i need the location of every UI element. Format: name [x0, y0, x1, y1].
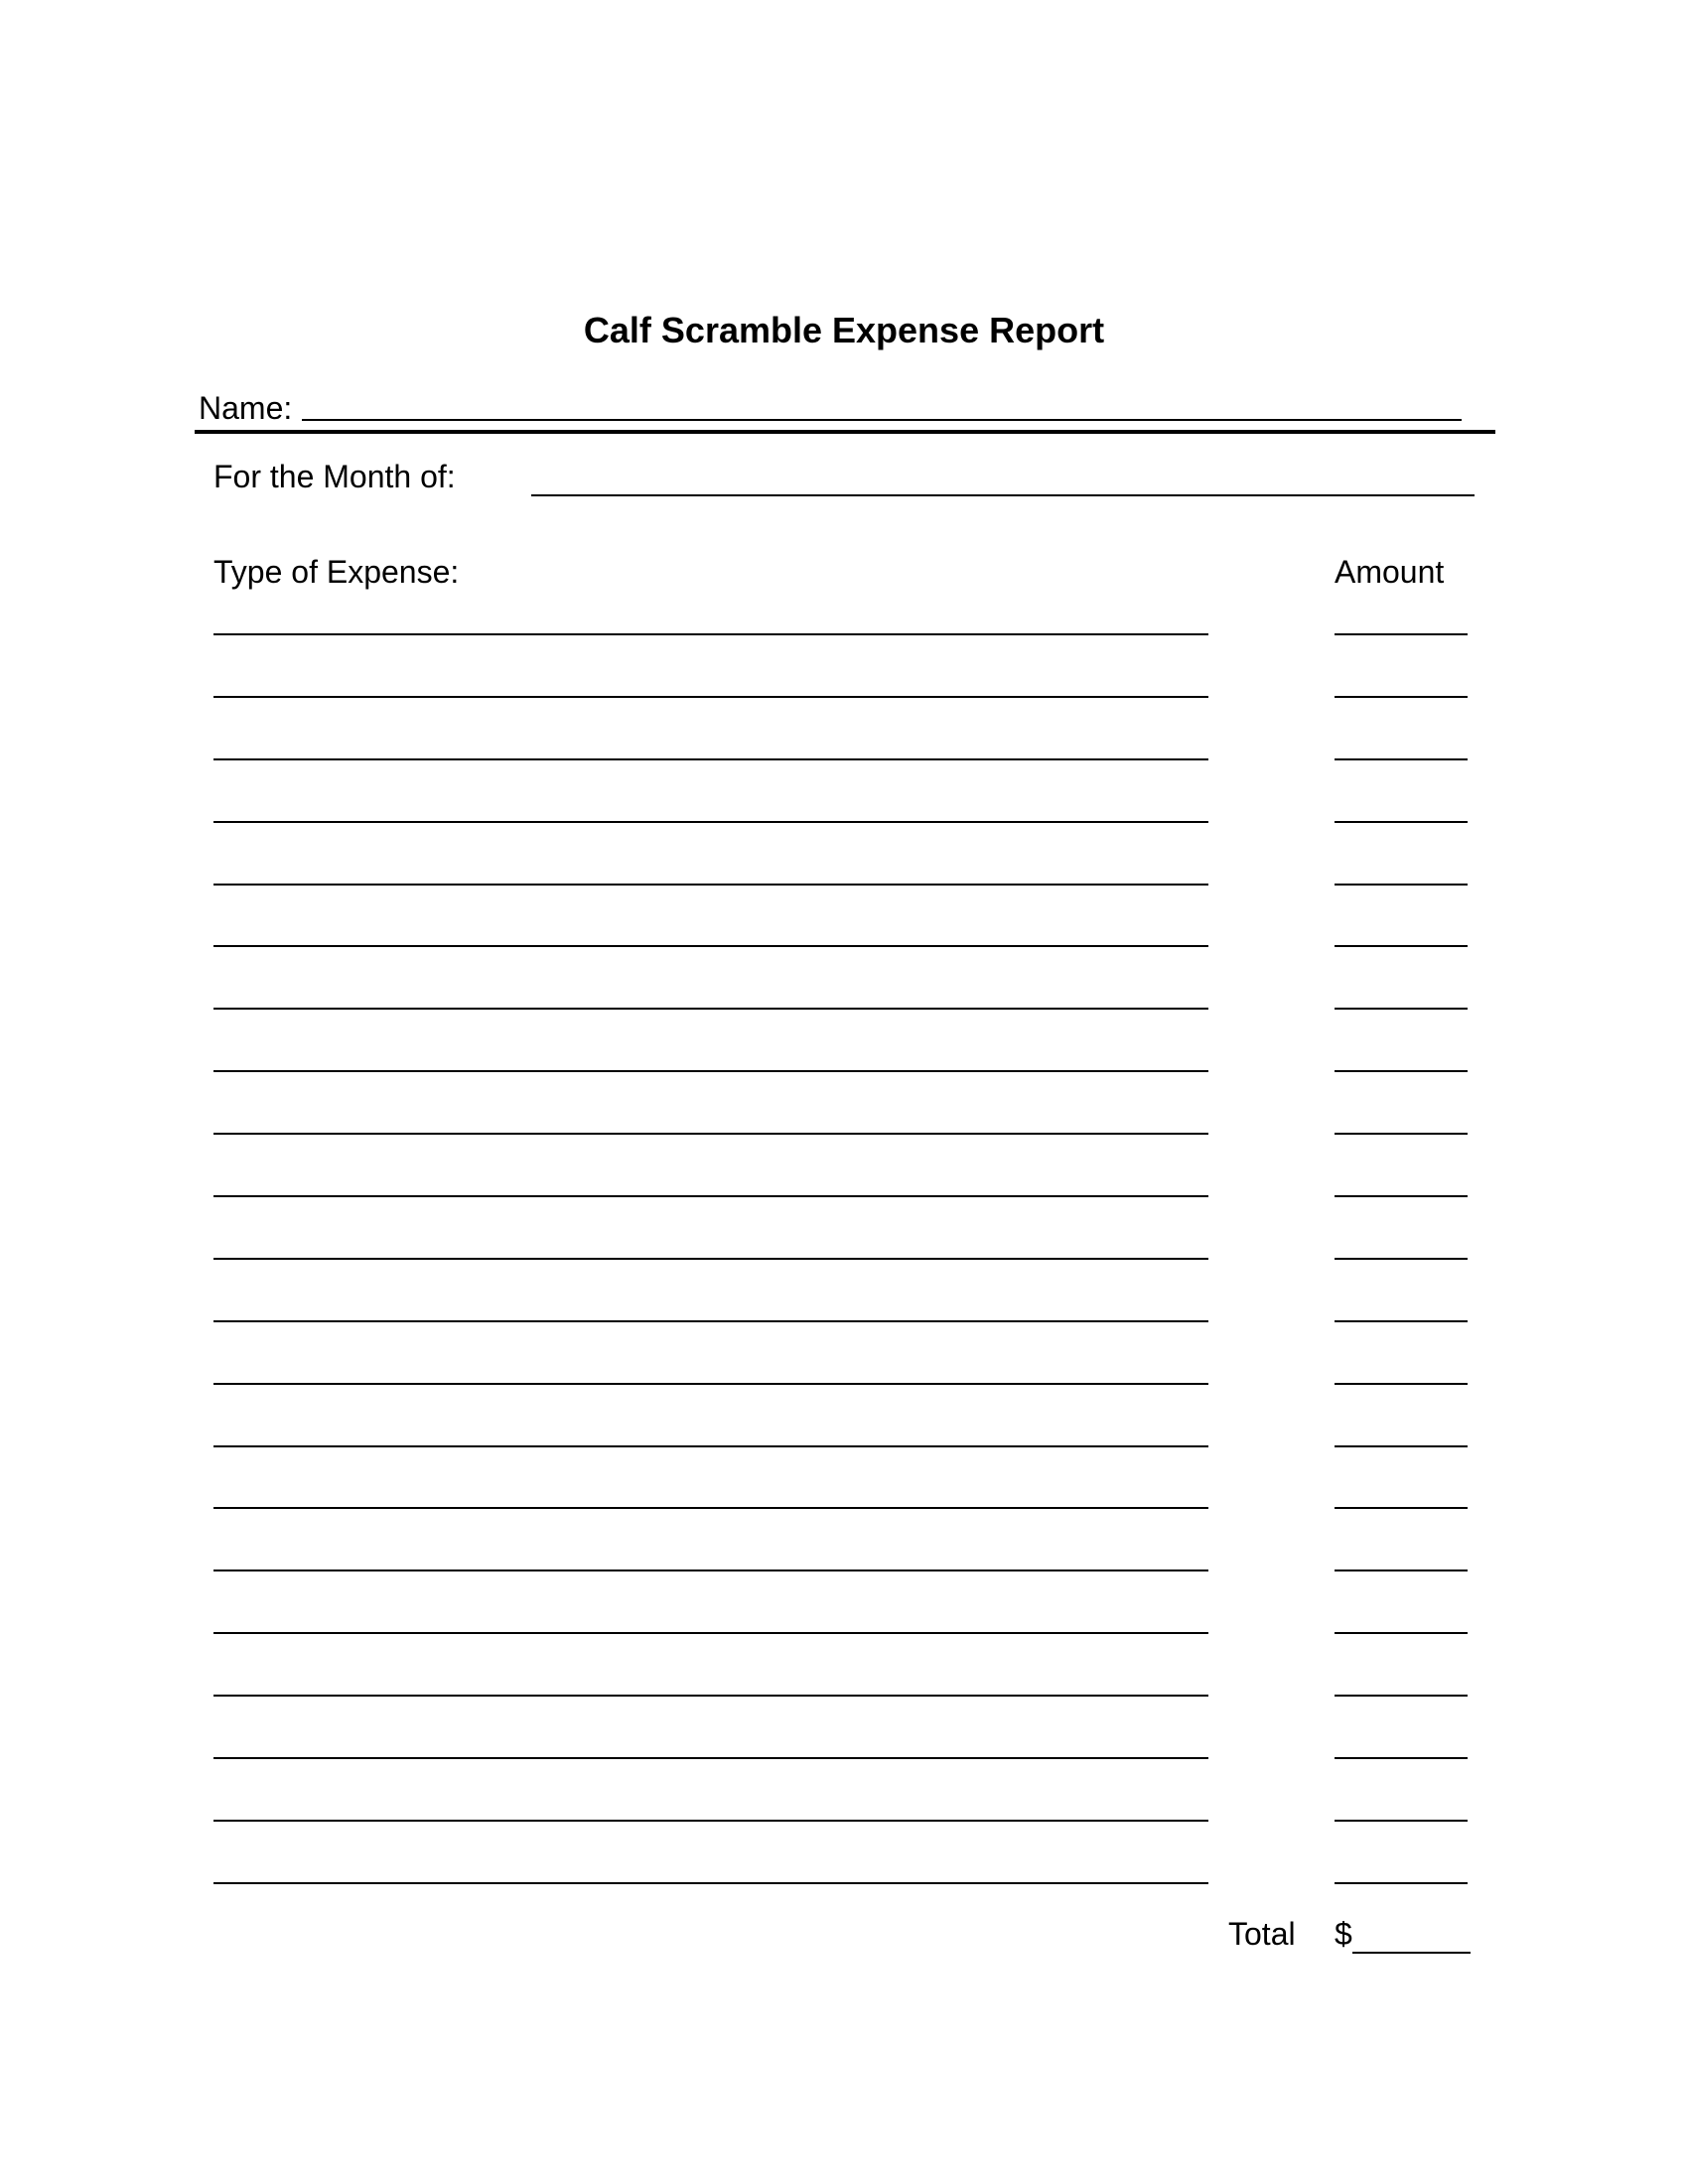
expense-description-line[interactable]: [213, 1507, 1208, 1509]
expense-amount-line[interactable]: [1335, 1882, 1468, 1884]
month-input-line[interactable]: [531, 494, 1475, 496]
expense-row: [213, 658, 1475, 721]
expense-row: [213, 1594, 1475, 1657]
expense-amount-line[interactable]: [1335, 1195, 1468, 1197]
expense-description-line[interactable]: [213, 884, 1208, 886]
expense-description-line[interactable]: [213, 821, 1208, 823]
expense-row: [213, 1283, 1475, 1345]
expense-description-line[interactable]: [213, 1258, 1208, 1260]
total-label: Total: [1228, 1916, 1296, 1952]
expense-amount-line[interactable]: [1335, 1570, 1468, 1571]
expense-amount-line[interactable]: [1335, 696, 1468, 698]
amount-header: Amount: [1335, 554, 1445, 590]
expense-description-line[interactable]: [213, 1695, 1208, 1697]
expense-row: [213, 970, 1475, 1032]
expense-amount-line[interactable]: [1335, 821, 1468, 823]
expense-amount-line[interactable]: [1335, 945, 1468, 947]
expense-amount-line[interactable]: [1335, 1695, 1468, 1697]
expense-description-line[interactable]: [213, 758, 1208, 760]
expense-row: [213, 1032, 1475, 1095]
expense-description-line[interactable]: [213, 1882, 1208, 1884]
total-input-line[interactable]: [1352, 1952, 1471, 1954]
expense-description-line[interactable]: [213, 633, 1208, 635]
expense-row: [213, 1408, 1475, 1470]
expense-row: [213, 1158, 1475, 1220]
expense-row: [213, 1719, 1475, 1782]
expense-amount-line[interactable]: [1335, 1008, 1468, 1010]
expense-description-line[interactable]: [213, 1133, 1208, 1135]
expense-amount-line[interactable]: [1335, 1632, 1468, 1634]
expense-row: [213, 596, 1475, 658]
expense-description-line[interactable]: [213, 1070, 1208, 1072]
expense-row: [213, 783, 1475, 846]
expense-description-line[interactable]: [213, 696, 1208, 698]
expense-amount-line[interactable]: [1335, 884, 1468, 886]
expense-description-line[interactable]: [213, 945, 1208, 947]
total-row: [1228, 1916, 1467, 1960]
expense-rows: [213, 596, 1475, 1907]
expense-amount-line[interactable]: [1335, 1507, 1468, 1509]
page-title: Calf Scramble Expense Report: [583, 310, 1105, 350]
type-of-expense-header: Type of Expense:: [213, 554, 460, 590]
expense-row: [213, 1782, 1475, 1844]
expense-description-line[interactable]: [213, 1820, 1208, 1822]
name-input-line[interactable]: [302, 418, 1462, 421]
expense-amount-line[interactable]: [1335, 1383, 1468, 1385]
expense-amount-line[interactable]: [1335, 758, 1468, 760]
expense-row: [213, 846, 1475, 908]
expense-amount-line[interactable]: [1335, 1820, 1468, 1822]
name-field-row: [199, 383, 1462, 427]
expense-row: [213, 1220, 1475, 1283]
expense-description-line[interactable]: [213, 1757, 1208, 1759]
expense-row: [213, 1532, 1475, 1594]
expense-amount-line[interactable]: [1335, 1320, 1468, 1322]
expense-row: [213, 1469, 1475, 1532]
expense-row: [213, 907, 1475, 970]
expense-amount-line[interactable]: [1335, 633, 1468, 635]
expense-description-line[interactable]: [213, 1570, 1208, 1571]
expense-description-line[interactable]: [213, 1445, 1208, 1447]
expense-description-line[interactable]: [213, 1320, 1208, 1322]
currency-symbol: $: [1335, 1916, 1352, 1952]
month-field-row: [213, 459, 1475, 502]
expense-row: [213, 1844, 1475, 1907]
expense-description-line[interactable]: [213, 1383, 1208, 1385]
month-label: For the Month of:: [213, 459, 456, 494]
header-divider: [195, 430, 1495, 434]
expense-description-line[interactable]: [213, 1008, 1208, 1010]
expense-amount-line[interactable]: [1335, 1757, 1468, 1759]
expense-row: [213, 1657, 1475, 1719]
expense-amount-line[interactable]: [1335, 1133, 1468, 1135]
expense-amount-line[interactable]: [1335, 1445, 1468, 1447]
expense-description-line[interactable]: [213, 1195, 1208, 1197]
expense-description-line[interactable]: [213, 1632, 1208, 1634]
column-headers: [213, 554, 1475, 598]
expense-row: [213, 1345, 1475, 1408]
expense-row: [213, 721, 1475, 783]
expense-amount-line[interactable]: [1335, 1258, 1468, 1260]
expense-row: [213, 1095, 1475, 1158]
name-label: Name:: [199, 390, 293, 426]
expense-amount-line[interactable]: [1335, 1070, 1468, 1072]
